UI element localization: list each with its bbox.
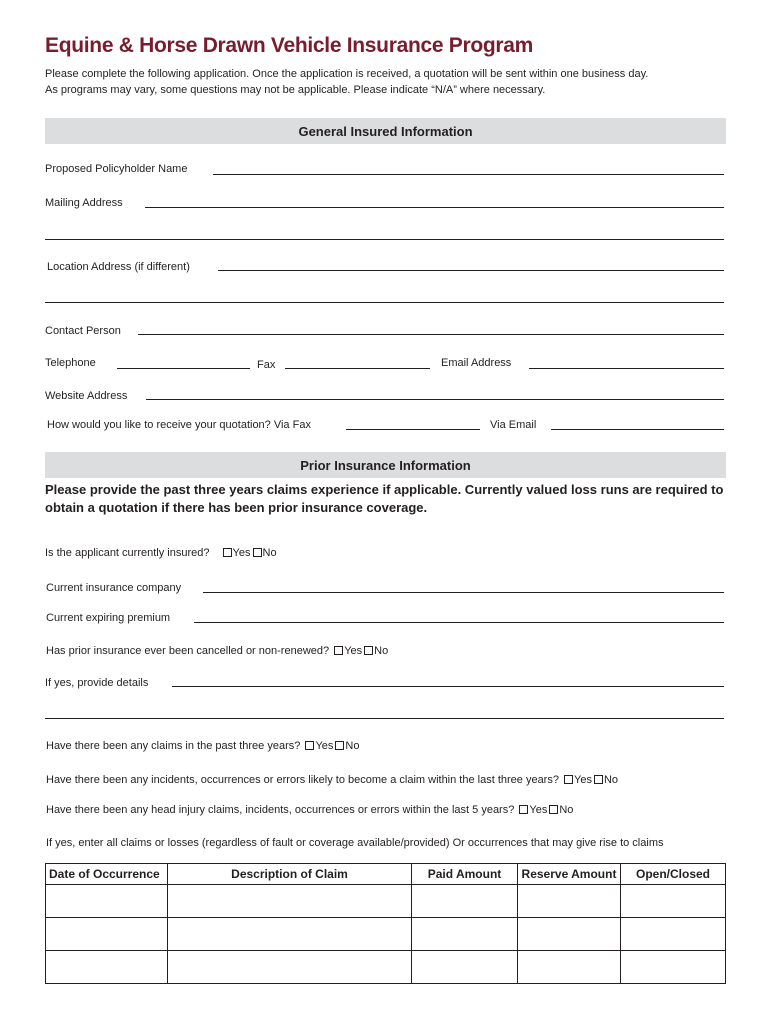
email-label: Email Address [441, 357, 512, 369]
incidents-question [46, 774, 618, 786]
email-field[interactable] [529, 368, 724, 369]
section-heading-general: General Insured Information [45, 118, 726, 144]
paid-cell[interactable] [412, 951, 518, 984]
yes-label: Yes [344, 645, 363, 657]
date-cell[interactable] [46, 885, 168, 918]
claims-3yr-no-checkbox[interactable] [335, 741, 344, 750]
claims-table-header-row [46, 864, 726, 885]
yes-label: Yes [529, 804, 548, 816]
status-cell[interactable] [621, 951, 726, 984]
policyholder-field[interactable] [213, 174, 724, 175]
telephone-field[interactable] [117, 368, 250, 369]
paid-cell[interactable] [412, 885, 518, 918]
via-email-label: Via Email [490, 419, 537, 431]
current-company-field[interactable] [203, 592, 724, 593]
currently-insured-yes-checkbox[interactable] [223, 548, 232, 557]
no-label: No [374, 645, 389, 657]
no-label: No [559, 804, 574, 816]
reserve-cell[interactable] [518, 918, 621, 951]
cancelled-no-checkbox[interactable] [364, 646, 373, 655]
claims-3yr-label: Have there been any claims in the past three years? [46, 740, 301, 752]
head-injury-label: Have there been any head injury claims, incidents, occurrences or errors within the last 5 years? [46, 804, 515, 816]
header-description: Description of Claim [168, 864, 412, 885]
paid-cell[interactable] [412, 918, 518, 951]
details-field-line-2[interactable] [45, 718, 724, 719]
cancelled-label: Has prior insurance ever been cancelled or non-renewed? [46, 645, 330, 657]
description-cell[interactable] [168, 885, 412, 918]
claims-table [45, 863, 726, 984]
incidents-label: Have there been any incidents, occurrences or errors likely to become a claim within the last three years? [46, 774, 559, 786]
quote-question-label: How would you like to receive your quotation? Via Fax [47, 419, 311, 431]
intro-line-1: Please complete the following application. Once the application is received, a quotation will be sent within one business day. [45, 68, 649, 80]
claims-3yr-question [46, 740, 359, 752]
yes-label: Yes [232, 547, 251, 559]
table-row [46, 885, 726, 918]
table-row [46, 918, 726, 951]
status-cell[interactable] [621, 885, 726, 918]
cancelled-question [46, 645, 388, 657]
mailing-field[interactable] [145, 207, 724, 208]
fax-label: Fax [257, 359, 276, 371]
currently-insured-label: Is the applicant currently insured? [45, 547, 210, 559]
via-fax-field[interactable] [346, 429, 480, 430]
fax-field[interactable] [285, 368, 430, 369]
header-date-of-occurrence: Date of Occurrence [46, 864, 168, 885]
yes-label: Yes [315, 740, 334, 752]
header-open-closed: Open/Closed [621, 864, 726, 885]
telephone-label: Telephone [45, 357, 96, 369]
intro-line-2: As programs may vary, some questions may not be applicable. Please indicate “N/A” where necessary. [45, 84, 546, 96]
details-label: If yes, provide details [45, 677, 149, 689]
no-label: No [345, 740, 360, 752]
enter-claims-instruction: If yes, enter all claims or losses (regardless of fault or coverage available/provided) Or occurrences that may give rise to claims [46, 837, 664, 849]
website-field[interactable] [146, 399, 724, 400]
website-label: Website Address [45, 390, 128, 402]
page-title: Equine & Horse Drawn Vehicle Insurance Program [45, 34, 534, 57]
claims-3yr-yes-checkbox[interactable] [305, 741, 314, 750]
head-injury-no-checkbox[interactable] [549, 805, 558, 814]
location-label: Location Address (if different) [47, 261, 190, 273]
claims-experience-paragraph: Please provide the past three years claims experience if applicable. Currently valued loss runs are required to obtain a quotation if there has been prior insurance coverage. [45, 482, 724, 515]
reserve-cell[interactable] [518, 951, 621, 984]
header-paid-amount: Paid Amount [412, 864, 518, 885]
date-cell[interactable] [46, 918, 168, 951]
via-email-field[interactable] [551, 429, 724, 430]
description-cell[interactable] [168, 918, 412, 951]
contact-field[interactable] [138, 334, 724, 335]
policyholder-label: Proposed Policyholder Name [45, 163, 188, 175]
description-cell[interactable] [168, 951, 412, 984]
no-label: No [603, 774, 619, 786]
mailing-field-line-2[interactable] [45, 239, 724, 240]
head-injury-yes-checkbox[interactable] [519, 805, 528, 814]
currently-insured-no-checkbox[interactable] [253, 548, 262, 557]
location-field[interactable] [218, 270, 724, 271]
no-label: No [262, 547, 277, 559]
location-field-line-2[interactable] [45, 302, 724, 303]
details-field[interactable] [172, 686, 724, 687]
status-cell[interactable] [621, 918, 726, 951]
yes-label: Yes [574, 774, 592, 786]
current-company-label: Current insurance company [46, 582, 182, 594]
incidents-no-checkbox[interactable] [594, 775, 603, 784]
section-heading-prior: Prior Insurance Information [45, 452, 726, 478]
head-injury-question [46, 804, 573, 816]
mailing-label: Mailing Address [45, 197, 123, 209]
contact-label: Contact Person [45, 325, 121, 337]
incidents-yes-checkbox[interactable] [564, 775, 573, 784]
expiring-premium-field[interactable] [194, 622, 724, 623]
header-reserve-amount: Reserve Amount [518, 864, 621, 885]
date-cell[interactable] [46, 951, 168, 984]
cancelled-yes-checkbox[interactable] [334, 646, 343, 655]
reserve-cell[interactable] [518, 885, 621, 918]
expiring-premium-label: Current expiring premium [46, 612, 171, 624]
currently-insured-question [45, 547, 277, 559]
table-row [46, 951, 726, 984]
